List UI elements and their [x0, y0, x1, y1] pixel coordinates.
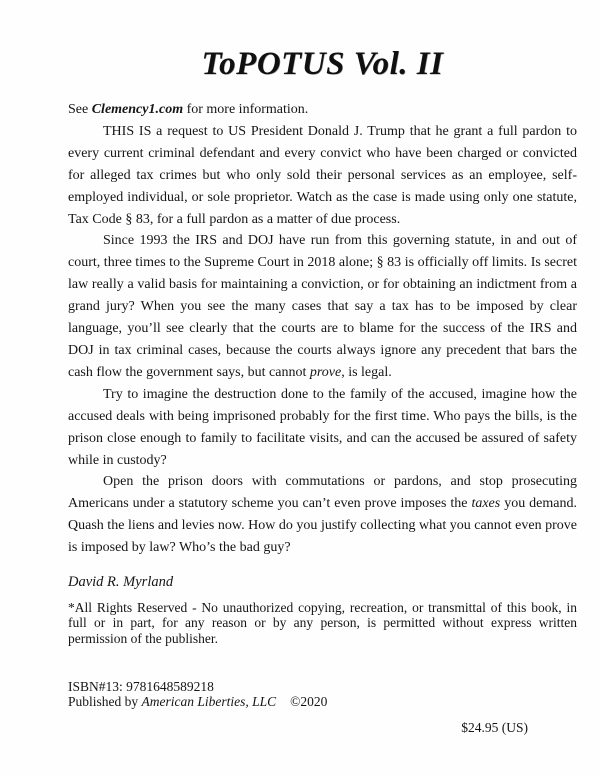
intro-prefix: See — [68, 102, 92, 117]
paragraph-open-prison-doors-end: you demand. Quash the liens and levies now. How do you justify collecting what you cannot even prove is imposed by law? Who’s the bad guy? — [68, 496, 577, 556]
rights-notice: *All Rights Reserved - No unauthorized copying, recreation, or transmittal of this book, in full or in part, for any reason or by any person, is permitted without express written permission of the publisher. — [68, 599, 577, 646]
isbn-number: ISBN#13: 9781648589218 — [68, 678, 214, 694]
emphasis-prove: prove — [309, 364, 342, 380]
paragraph-open-prison-doors — [68, 471, 577, 559]
paragraph-open-prison-doors-text: Open the prison doors with commutations or pardons, and stop prosecuting Americans under a statutory scheme you can’t even prove imposes the — [68, 474, 577, 512]
paragraph-irs-doj-text: Since 1993 the IRS and DOJ have run from this governing statute, in and out of court, three times to the Supreme Court in 2018 alone; § 83 is officially off limits. Is secret law really a valid basis for maintaining a conviction, or for obtaining an indictment from a grand jury? When you see the many cases that say a tax has to be imposed by clear language, you’ll see clearly that the courts are to blame for the success of the IRS and DOJ in tax criminal cases, because the courts always ignore any precedent that bars the cash flow the government says, but cannot — [68, 233, 577, 380]
imprint-block — [68, 679, 577, 710]
paragraph-irs-doj-end: , is legal. — [341, 364, 392, 380]
paragraph-irs-doj — [68, 230, 577, 383]
cover-text-block — [68, 99, 577, 739]
paragraph-pardon-request: THIS IS a request to US President Donald J. Trump that he grant a full pardon to every current criminal defendant and every convict who have been charged or convicted for alleged tax crimes but who only sold their personal services as an employee, self-employed individual, or sole proprietor. Watch as the case is made using only one statute, Tax Code § 83, for a full pardon as a matter of due process. — [68, 123, 577, 227]
publisher-name: American Liberties, LLC — [141, 694, 277, 710]
copyright-year: ©2020 — [290, 694, 328, 710]
paragraph-family-impact: Try to imagine the destruction done to the family of the accused, imagine how the accused deals with being imprisoned probably for the first time. Who pays the bills, is the prison close enough to family to facilitate visits, and can the accused be assured of safety while in custody? — [68, 386, 577, 468]
intro-line — [68, 99, 577, 121]
emphasis-taxes: taxes — [471, 496, 501, 512]
author-name: David R. Myrland — [68, 574, 174, 591]
book-title: ToPOTUS Vol. II — [201, 46, 444, 82]
price-label: $24.95 (US) — [461, 719, 528, 735]
website-text: Clemency1.com — [91, 102, 184, 117]
published-by-label: Published by — [68, 694, 142, 710]
intro-suffix: for more information. — [183, 102, 309, 117]
